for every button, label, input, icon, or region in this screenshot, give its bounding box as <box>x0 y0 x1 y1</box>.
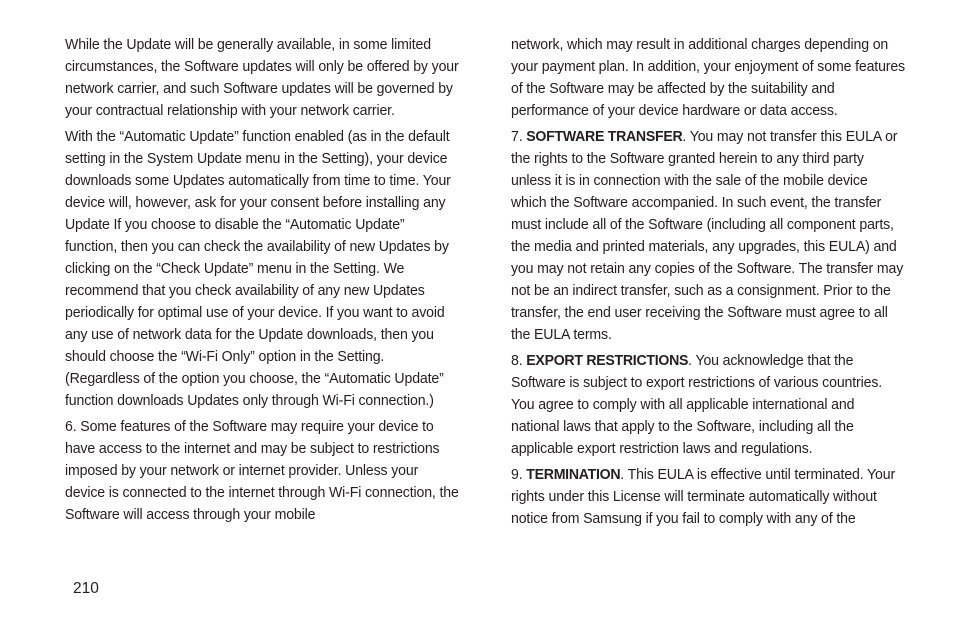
paragraph-section-6: 6. Some features of the Software may require your device to have access to the internet and may be subject to restrictions imposed by your network or internet provider. Unless your device is connected to the internet through Wi-Fi connection, the Software will access through your mobile <box>65 418 459 523</box>
section-number: 7. <box>511 128 527 145</box>
section-text: . This EULA is effective until terminated. Your rights under this License will terminate automatically without notice from Samsung if you fail to comply with any of the <box>511 466 896 527</box>
right-column <box>511 34 906 534</box>
section-term: SOFTWARE TRANSFER <box>526 128 683 145</box>
section-text: . You may not transfer this EULA or the rights to the Software granted herein to any third party unless it is in connection with the sale of the mobile device which the Software accompanied. In such event, the transfer must include all of the Software (including all component parts, the media and printed materials, any upgrades, this EULA) and you may not retain any copies of the Software. The transfer may not be an indirect transfer, such as a consignment. Prior to the transfer, the end user receiving the Software must agree to all the EULA terms. <box>511 128 904 343</box>
section-term: EXPORT RESTRICTIONS <box>526 352 689 369</box>
section-text: . You acknowledge that the Software is subject to export restrictions of various countries. You agree to comply with all applicable international and national laws that apply to the Software, including all the applicable export restriction laws and regulations. <box>511 352 883 457</box>
paragraph-update-availability: While the Update will be generally available, in some limited circumstances, the Software updates will only be offered by your network carrier, and such Software updates will be governed by your contractual relationship with your network carrier. <box>65 36 459 119</box>
section-7-software-transfer <box>511 126 906 346</box>
left-column <box>65 34 460 530</box>
section-8-export-restrictions <box>511 350 906 460</box>
page-number: 210 <box>73 580 99 597</box>
section-9-termination <box>511 464 906 530</box>
section-number: 9. <box>511 466 527 483</box>
section-term: TERMINATION <box>526 466 621 483</box>
section-number: 8. <box>511 352 527 369</box>
paragraph-automatic-update: With the “Automatic Update” function enabled (as in the default setting in the System Update menu in the Setting), your device downloads some Updates automatically from time to time. Your device will, however, ask for your consent before installing any Update If you choose to disable the “Automatic Update” function, then you can check the availability of new Updates by clicking on the “Check Update” menu in the Setting. We recommend that you check availability of any new Updates periodically for optimal use of your device. If you want to avoid any use of network data for the Update downloads, then you should choose the “Wi-Fi Only” option in the Setting. (Regardless of the option you choose, the “Automatic Update” function downloads Updates only through Wi-Fi connection.) <box>65 128 451 409</box>
paragraph-network-continuation: network, which may result in additional charges depending on your payment plan. In addition, your enjoyment of some features of the Software may be affected by the suitability and performance of your device hardware or data access. <box>511 36 905 119</box>
